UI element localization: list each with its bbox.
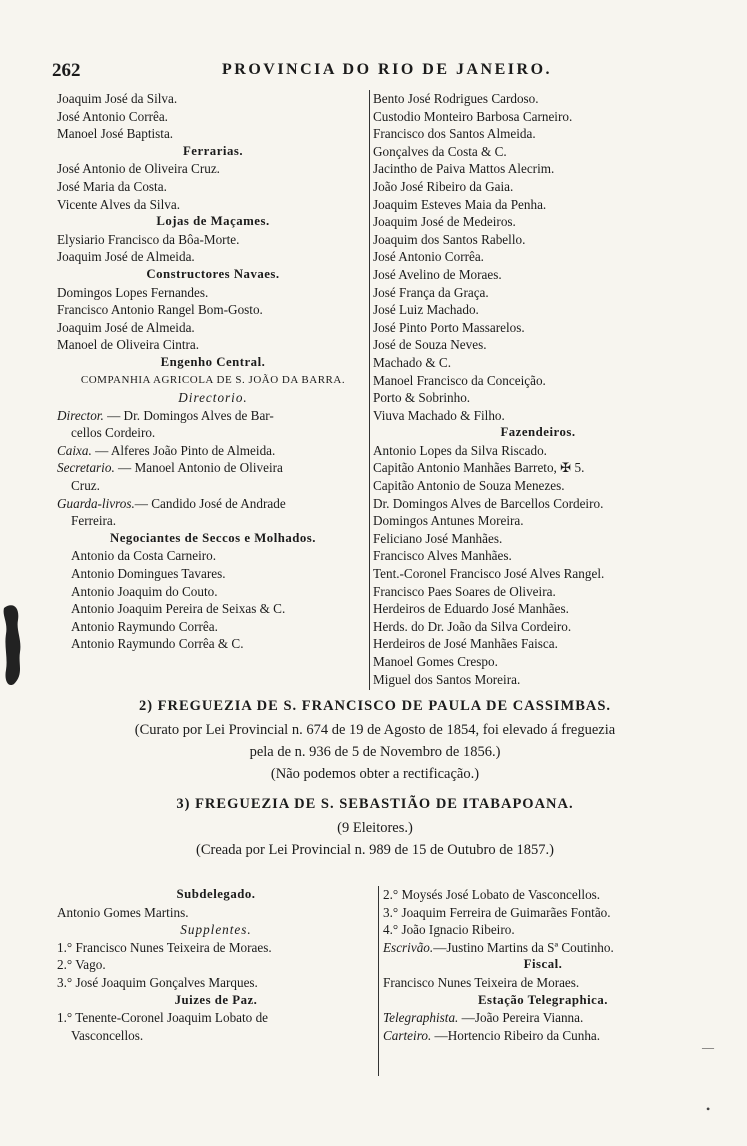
section-heading: Lojas de Maçames. (156, 214, 270, 229)
section-heading: Negociantes de Seccos e Molhados. (110, 530, 316, 545)
left-column-bottom (57, 886, 375, 1044)
list-item: Joaquim dos Santos Rabello. (373, 231, 526, 247)
continuation-line: cellos Cordeiro. (71, 425, 156, 441)
bottom-dot: • (706, 1102, 711, 1116)
official-name: — Manoel Antonio de Oliveira (114, 460, 283, 476)
list-item: José Maria da Costa. (57, 178, 167, 194)
office-title: Director. (57, 407, 104, 423)
right-column-top (373, 90, 703, 688)
list-item: José de Souza Neves. (373, 337, 487, 353)
continuation-line: Cruz. (71, 478, 100, 494)
list-item: 1.° Francisco Nunes Teixeira de Moraes. (57, 939, 272, 955)
section-heading: Constructores Navaes. (146, 266, 280, 281)
parish-note: (Não podemos obter a rectificação.) (270, 766, 480, 782)
list-item: Porto & Sobrinho. (373, 390, 471, 406)
parish-sections (50, 693, 700, 861)
list-item: 2.° Moysés José Lobato de Vasconcellos. (383, 887, 601, 902)
list-item: Miguel dos Santos Moreira. (373, 671, 521, 687)
list-item: Custodio Monteiro Barbosa Carneiro. (373, 108, 573, 124)
list-item: Feliciano José Manhães. (373, 530, 503, 546)
section-heading: Fazendeiros. (500, 425, 576, 440)
parish-title: 2) FREGUEZIA DE S. FRANCISCO DE PAULA DE CASSIMBAS. (138, 698, 612, 714)
section-heading: Fiscal. (523, 957, 563, 972)
parish-note: (Creada por Lei Provincial n. 989 de 15 de Outubro de 1857.) (196, 842, 554, 858)
list-item: Dr. Domingos Alves de Barcellos Cordeiro. (373, 495, 604, 511)
list-item: Antonio Gomes Martins. (57, 904, 189, 920)
office-title: Escrivão. (383, 939, 434, 955)
list-item: Francisco Paes Soares de Oliveira. (373, 583, 556, 599)
list-item: Joaquim José de Almeida. (57, 249, 195, 265)
list-item: Antonio Lopes da Silva Riscado. (373, 442, 547, 458)
parish-note: (Curato por Lei Provincial n. 674 de 19 de Agosto de 1854, foi elevado á freguezia (134, 722, 616, 738)
parish-note: (9 Eleitores.) (337, 820, 413, 836)
list-item: Herds. do Dr. João da Silva Cordeiro. (373, 618, 572, 634)
list-item: Elysiario Francisco da Bôa-Morte. (57, 231, 240, 247)
subsection-heading: Supplentes. (180, 922, 252, 938)
official-name: — Alferes João Pinto de Almeida. (91, 442, 276, 458)
page-number: 262 (52, 60, 81, 81)
column-rule-bottom (378, 886, 379, 1076)
list-item: 1.° Tenente-Coronel Joaquim Lobato de (57, 1010, 269, 1026)
list-item: 3.° Joaquim Ferreira de Guimarães Fontão. (383, 904, 611, 920)
list-item: Francisco Nunes Teixeira de Moraes. (383, 974, 580, 990)
column-rule-top (369, 90, 370, 690)
list-item: Joaquim José da Silva. (57, 91, 178, 106)
office-title: Telegraphista. (383, 1010, 459, 1026)
office-title: Carteiro. (383, 1027, 432, 1043)
ink-blot (2, 600, 24, 690)
list-item: Joaquim José de Almeida. (57, 319, 195, 335)
official-entry (57, 459, 369, 477)
page-header (52, 60, 692, 82)
left-column-top (57, 90, 369, 653)
list-item: Antonio Raymundo Corrêa. (71, 618, 218, 634)
official-entry (383, 1027, 703, 1045)
list-item: Herdeiros de Eduardo José Manhães. (373, 601, 569, 617)
list-item: Francisco Alves Manhães. (373, 548, 512, 564)
list-item: José Antonio Corrêa. (373, 249, 484, 265)
list-item: Bento José Rodrigues Cardoso. (373, 91, 539, 106)
continuation-line: Vasconcellos. (71, 1027, 144, 1043)
list-item: Antonio Raymundo Corrêa & C. (71, 636, 244, 652)
section-heading: Estação Telegraphica. (478, 992, 608, 1007)
list-item: José Antonio Corrêa. (57, 108, 168, 124)
list-item: José Pinto Porto Massarelos. (373, 319, 525, 335)
official-name: —Hortencio Ribeiro da Cunha. (431, 1027, 601, 1043)
list-item: Francisco Antonio Rangel Bom-Gosto. (57, 302, 263, 318)
office-title: Secretario. (57, 460, 115, 476)
list-item: Manoel Gomes Crespo. (373, 654, 498, 669)
official-entry (57, 495, 369, 513)
list-item: Capitão Antonio de Souza Menezes. (373, 478, 565, 494)
list-item: Capitão Antonio Manhães Barreto, ✠ 5. (373, 460, 585, 476)
official-entry (383, 939, 703, 957)
list-item: Manoel Francisco da Conceição. (373, 372, 546, 388)
list-item: Antonio Joaquim do Couto. (71, 583, 218, 599)
right-column-bottom (383, 886, 703, 1044)
list-item: Domingos Lopes Fernandes. (57, 284, 209, 300)
list-item: 2.° Vago. (57, 957, 106, 973)
section-heading: Subdelegado. (176, 887, 256, 901)
official-name: — Candido José de Andrade (134, 495, 286, 511)
list-item: Viuva Machado & Filho. (373, 407, 505, 423)
office-title: Caixa. (57, 442, 92, 458)
official-name: —Justino Martins da Sª Coutinho. (433, 939, 614, 955)
list-item: Tent.-Coronel Francisco José Alves Rangel. (373, 566, 605, 582)
margin-mark: — (702, 1040, 714, 1054)
section-heading: Ferrarias. (182, 143, 244, 158)
list-item: Manoel José Baptista. (57, 126, 174, 142)
list-item: Joaquim José de Medeiros. (373, 214, 516, 230)
list-item: Machado & C. (373, 354, 452, 370)
parish-note: pela de n. 936 de 5 de Novembro de 1856.) (249, 744, 501, 760)
list-item: José Luiz Machado. (373, 302, 479, 318)
list-item: José França da Graça. (373, 284, 489, 300)
list-item: Antonio Domingues Tavares. (71, 566, 226, 582)
list-item: Antonio Joaquim Pereira de Seixas & C. (71, 601, 286, 617)
official-entry (57, 442, 369, 460)
official-name: —João Pereira Vianna. (458, 1010, 584, 1026)
office-title: Guarda-livros. (57, 495, 135, 511)
company-name: COMPANHIA AGRICOLA DE S. JOÃO DA BARRA. (80, 373, 346, 386)
list-item: João José Ribeiro da Gaia. (373, 178, 514, 194)
list-item: 4.° João Ignacio Ribeiro. (383, 922, 515, 938)
section-heading: Engenho Central. (160, 354, 266, 369)
list-item: 3.° José Joaquim Gonçalves Marques. (57, 974, 258, 990)
continuation-line: Ferreira. (71, 513, 117, 529)
running-title: PROVINCIA DO RIO DE JANEIRO. (221, 61, 553, 78)
list-item: Gonçalves da Costa & C. (373, 143, 507, 159)
list-item: Antonio da Costa Carneiro. (71, 548, 217, 564)
list-item: Francisco dos Santos Almeida. (373, 126, 536, 142)
list-item: José Antonio de Oliveira Cruz. (57, 161, 220, 177)
list-item: José Avelino de Moraes. (373, 266, 502, 282)
list-item: Domingos Antunes Moreira. (373, 513, 524, 529)
official-name: — Dr. Domingos Alves de Bar- (103, 407, 274, 423)
official-entry (57, 407, 369, 425)
parish-title: 3) FREGUEZIA DE S. SEBASTIÃO DE ITABAPOANA. (176, 796, 574, 812)
section-heading: Juizes de Paz. (174, 992, 258, 1007)
list-item: Joaquim Esteves Maia da Penha. (373, 196, 547, 212)
list-item: Manoel de Oliveira Cintra. (57, 337, 200, 353)
subsection-heading: Directorio. (178, 390, 248, 406)
list-item: Vicente Alves da Silva. (57, 196, 180, 212)
list-item: Jacintho de Paiva Mattos Alecrim. (373, 161, 555, 177)
official-entry (383, 1009, 703, 1027)
list-item: Herdeiros de José Manhães Faisca. (373, 636, 558, 652)
